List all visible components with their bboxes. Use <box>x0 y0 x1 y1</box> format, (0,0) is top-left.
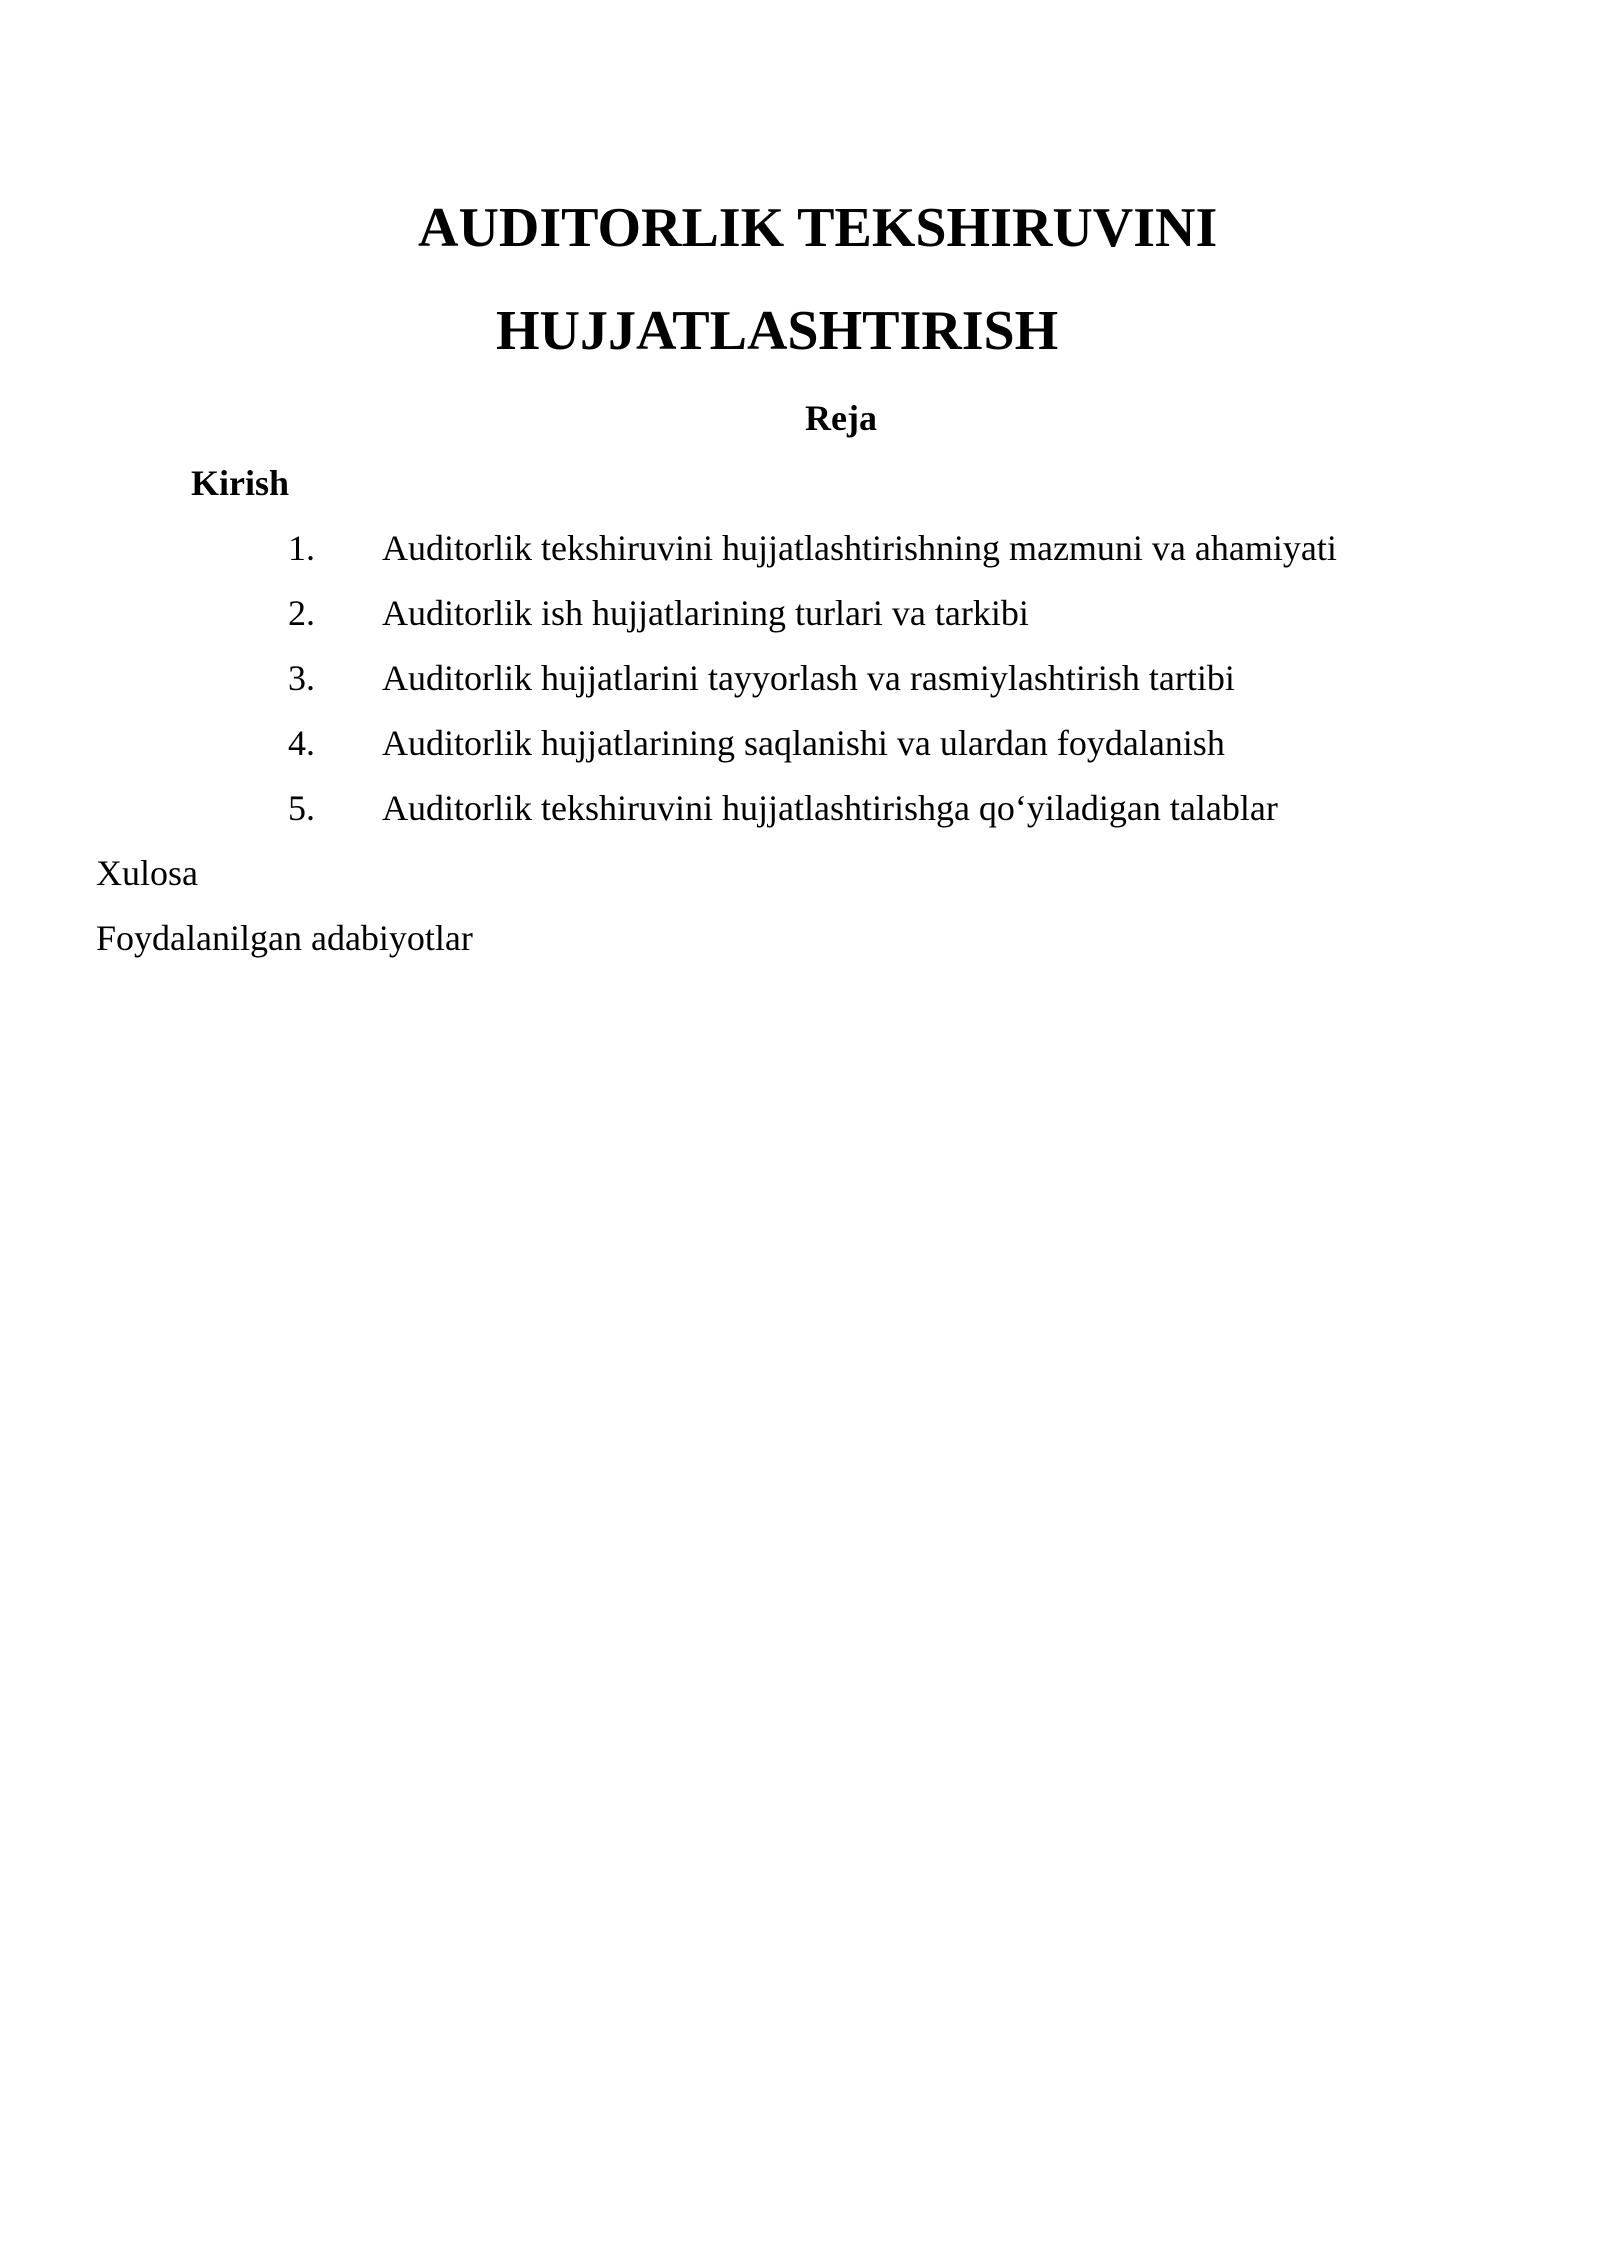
plan-item-text: Auditorlik ish hujjatlarining turlari va tarkibi <box>382 593 1029 633</box>
plan-item-number: 3. <box>288 658 315 698</box>
conclusion-label: Xulosa <box>96 853 198 893</box>
references-label: Foydalanilgan adabiyotlar <box>96 918 473 958</box>
plan-item-text: Auditorlik hujjatlarini tayyorlash va rasmiylashtirish tartibi <box>382 658 1235 698</box>
plan-item-number: 5. <box>288 788 315 828</box>
plan-item-text: Auditorlik tekshiruvini hujjatlashtirishning mazmuni va ahamiyati <box>382 528 1337 568</box>
document-title-line-2: HUJJATLASHTIRISH <box>496 300 1059 362</box>
plan-item-number: 4. <box>288 723 315 763</box>
plan-item-text: Auditorlik tekshiruvini hujjatlashtirishga qo‘yiladigan talablar <box>382 788 1278 828</box>
plan-item-number: 1. <box>288 528 315 568</box>
intro-label: Kirish <box>191 463 290 503</box>
document-title-line-1: AUDITORLIK TEKSHIRUVINI <box>418 197 1218 259</box>
plan-item-number: 2. <box>288 593 315 633</box>
plan-heading: Reja <box>805 398 877 438</box>
plan-item-text: Auditorlik hujjatlarining saqlanishi va ulardan foydalanish <box>382 723 1225 763</box>
